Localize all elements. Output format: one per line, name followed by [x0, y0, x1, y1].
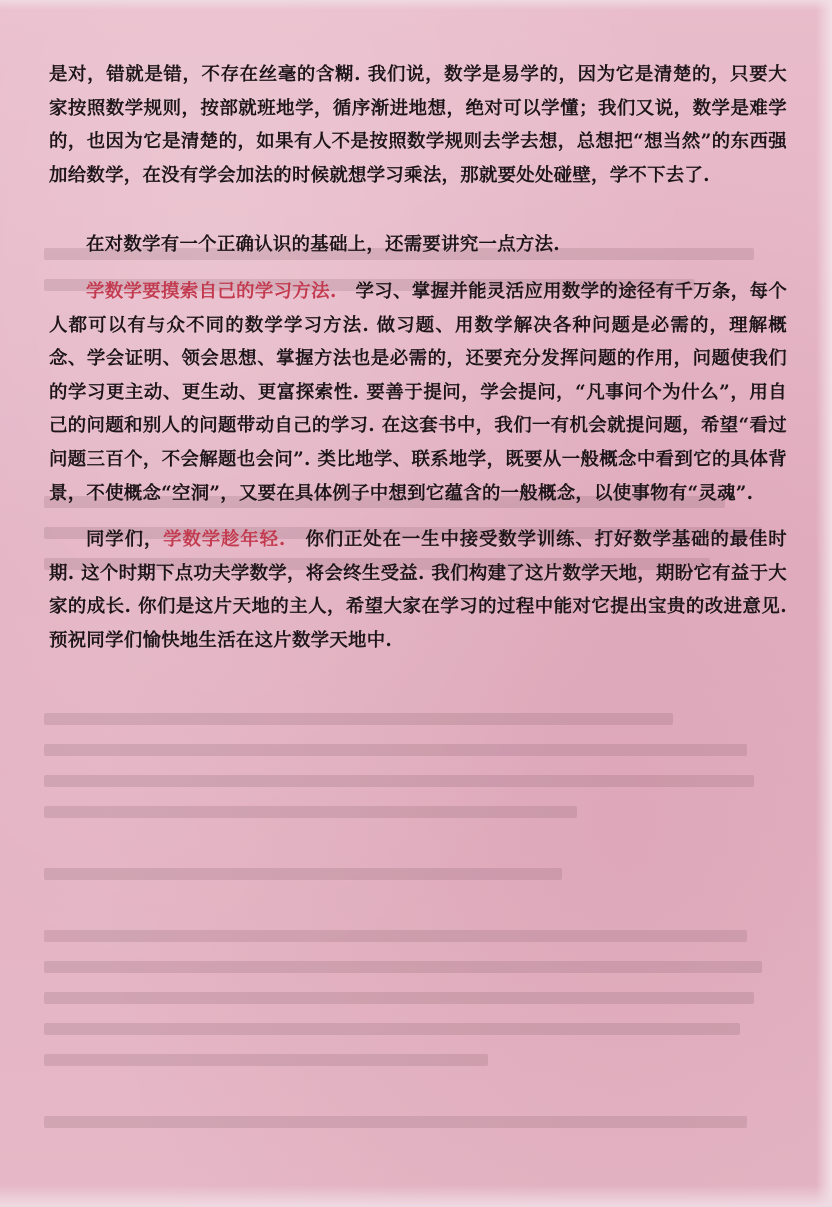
- paragraph-learning-method: [49, 275, 787, 510]
- page-edge-right: [816, 0, 832, 1207]
- page-edge-top: [0, 0, 832, 10]
- heading-learning-method: 学数学要摸索自己的学习方法.: [86, 280, 337, 302]
- paragraph-method-intro: 在对数学有一个正确认识的基础上，还需要讲究一点方法.: [86, 234, 560, 256]
- page-edge-bottom: [0, 1185, 832, 1207]
- heading-study-young: 学数学趁年轻.: [163, 529, 286, 551]
- document-body: [49, 58, 787, 658]
- study-young-lead: 同学们，: [86, 529, 164, 551]
- paragraph-study-young: [49, 523, 787, 657]
- learning-method-text: 学习、掌握并能灵活应用数学的途径有千万条，每个人都可以有与众不同的数学学习方法. 做习题、用数学解决各种问题是必需的，理解概念、学会证明、领会思想、掌握方法也是必需的，还要充分发挥问题的作用，问题使我们的学习更主动、更生动、更富探索性. 要善于提问，学会提问，“凡事问个为什么”，用自己的问题和别人的问题带动自己的学习. 在这套书中，我们一有机会就提问题，希望“看过问题三百个，不会解题也会问”. 类比地学、联系地学，既要从一般概念中看到它的具体背景，不使概念“空洞”，又要在具体例子中想到它蕴含的一般概念，以使事物有“灵魂”.: [49, 280, 788, 504]
- study-young-text: 你们正处在一生中接受数学训练、打好数学基础的最佳时期. 这个时期下点功夫学数学，将会终生受益. 我们构建了这片数学天地，期盼它有益于大家的成长. 你们是这片天地的主人，希望大家在学习的过程中能对它提出宝贵的改进意见. 预祝同学们愉快地生活在这片数学天地中.: [49, 529, 787, 651]
- paragraph-clarity: 是对，错就是错，不存在丝毫的含糊. 我们说，数学是易学的，因为它是清楚的，只要大家按照数学规则，按部就班地学，循序渐进地想，绝对可以学懂；我们又说，数学是难学的，也因为它是清楚的，如果有人不是按照数学规则去学去想，总想把“想当然”的东西强加给数学，在没有学会加法的时候就想学习乘法，那就要处处碰壁，学不下去了.: [49, 64, 787, 186]
